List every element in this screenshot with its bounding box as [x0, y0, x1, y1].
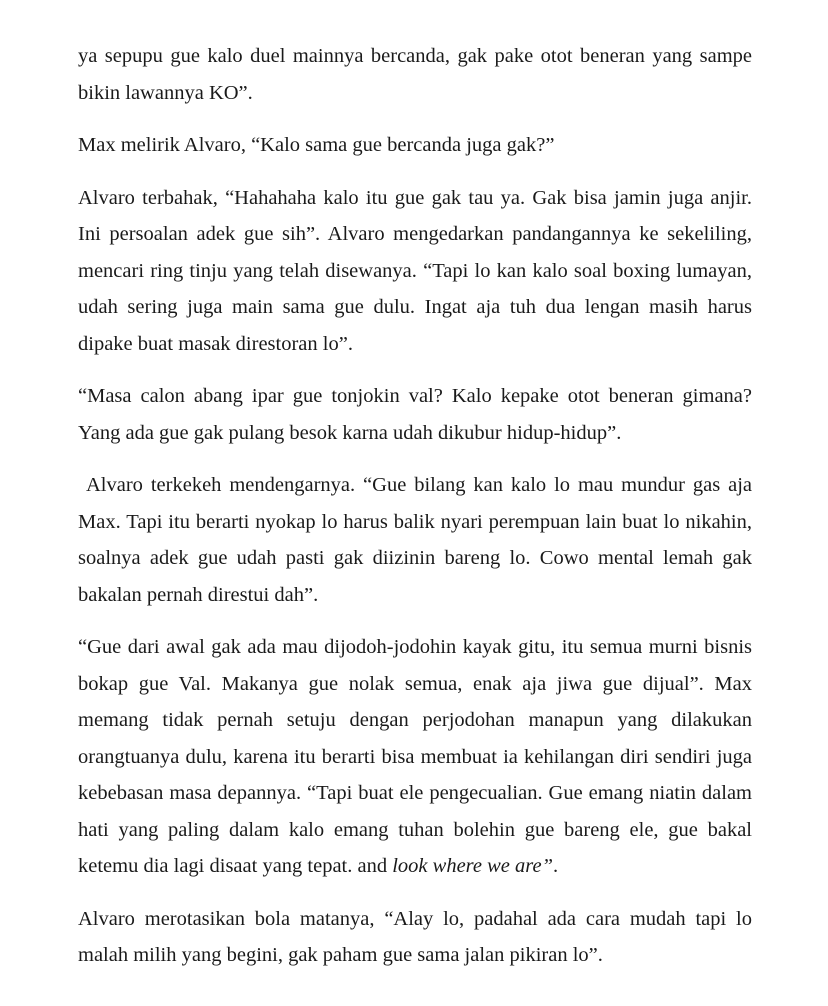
paragraph-6	[78, 629, 752, 885]
paragraph-2	[78, 127, 752, 164]
document-page	[78, 38, 752, 974]
paragraph-4	[78, 378, 752, 451]
paragraph-5-text: Alvaro terkekeh mendengarnya. “Gue bilang kan kalo lo mau mundur gas aja Max. Tapi itu berarti nyokap lo harus balik nyari perempuan lain buat lo nikahin, soalnya adek gue udah pasti gak diizinin bareng lo. Cowo mental lemah gak bakalan pernah direstui dah”.	[78, 474, 752, 606]
paragraph-1-text: ya sepupu gue kalo duel mainnya bercanda, gak pake otot beneran yang sampe bikin lawannya KO”.	[78, 45, 752, 104]
paragraph-7-text: Alvaro merotasikan bola matanya, “Alay lo, padahal ada cara mudah tapi lo malah milih yang begini, gak paham gue sama jalan pikiran lo”.	[78, 907, 752, 966]
paragraph-5	[78, 467, 752, 613]
paragraph-6-text: “Gue dari awal gak ada mau dijodoh-jodohin kayak gitu, itu semua murni bisnis bokap gue Val. Makanya gue nolak semua, enak aja jiwa gue dijual”. Max memang tidak pernah setuju dengan perjodohan manapun yang dilakukan orangtuanya dulu, karena itu berarti bisa membuat ia kehilangan diri sendiri juga kebebasan masa depannya. “Tapi buat ele pengecualian. Gue emang niatin dalam hati yang paling dalam kalo emang tuhan bolehin gue bareng ele, gue bakal ketemu dia lagi disaat yang tepat. and	[78, 636, 752, 877]
paragraph-6-tail-text: .	[552, 855, 559, 877]
paragraph-6-italic-text: look where we are”	[392, 855, 553, 877]
paragraph-2-text: Max melirik Alvaro, “Kalo sama gue bercanda juga gak?”	[78, 134, 555, 156]
paragraph-3-text: Alvaro terbahak, “Hahahaha kalo itu gue gak tau ya. Gak bisa jamin juga anjir. Ini persoalan adek gue sih”. Alvaro mengedarkan pandangannya ke sekeliling, mencari ring tinju yang telah disewanya. “Tapi lo kan kalo soal boxing lumayan, udah sering juga main sama gue dulu. Ingat aja tuh dua lengan masih harus dipake buat masak direstoran lo”.	[78, 186, 752, 355]
paragraph-7	[78, 901, 752, 974]
paragraph-1	[78, 38, 752, 111]
paragraph-4-text: “Masa calon abang ipar gue tonjokin val? Kalo kepake otot beneran gimana? Yang ada gue gak pulang besok karna udah dikubur hidup-hidup”.	[78, 385, 752, 444]
paragraph-3	[78, 180, 752, 363]
